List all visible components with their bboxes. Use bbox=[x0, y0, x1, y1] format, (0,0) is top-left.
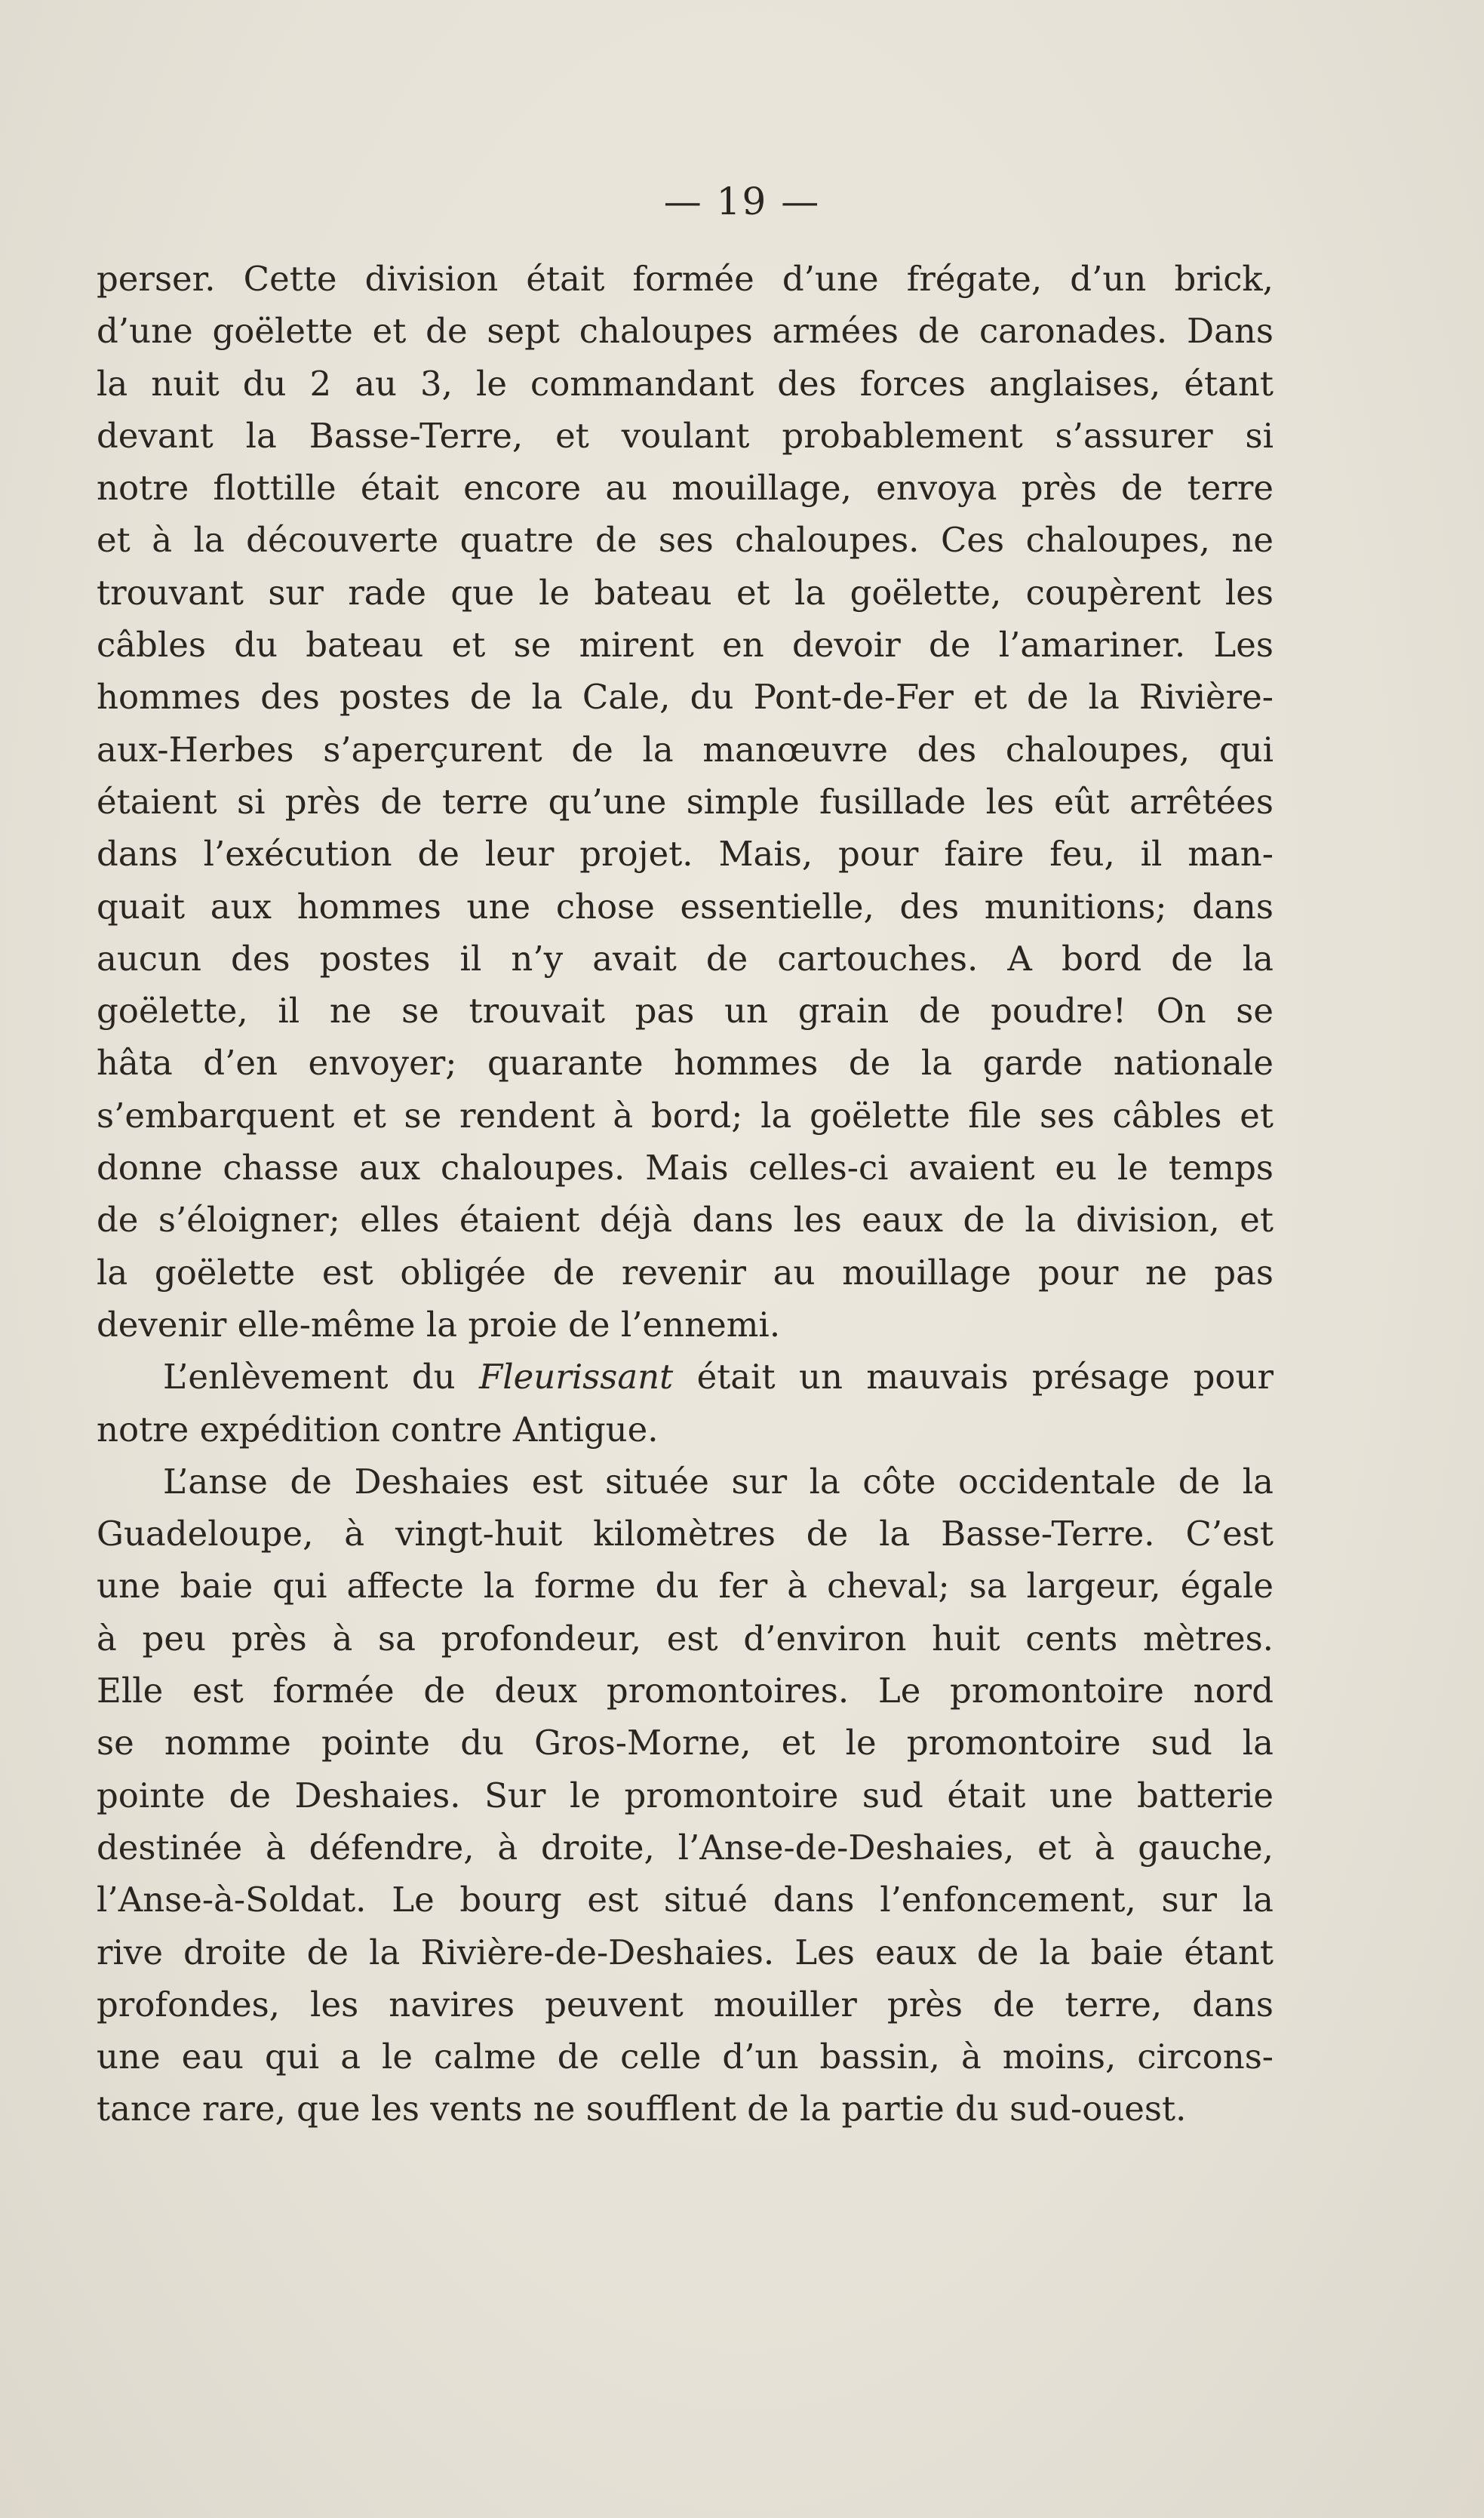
text-line: Elle est formée de deux promontoires. Le promontoire nord bbox=[97, 1671, 1274, 1711]
text-line: aucun des postes il n’y avait de cartouches. A bord de la bbox=[97, 938, 1274, 979]
body-text bbox=[97, 253, 1274, 2135]
text-line: rive droite de la Rivière-de-Deshaies. Les eaux de la baie étant bbox=[97, 1932, 1274, 1972]
text-line: quait aux hommes une chose essentielle, des munitions; dans bbox=[97, 886, 1274, 927]
page-number: — 19 — bbox=[663, 180, 821, 223]
text-line: goëlette, il ne se trouvait pas un grain de poudre! On se bbox=[97, 991, 1274, 1031]
paragraph bbox=[97, 253, 1274, 1351]
text-line: tance rare, que les vents ne soufflent de la partie du sud-ouest. bbox=[97, 2089, 1187, 2129]
text-line: hâta d’en envoyer; quarante hommes de la garde nationale bbox=[97, 1043, 1274, 1084]
text-line: notre expédition contre Antigue. bbox=[97, 1409, 659, 1450]
text-line: d’une goëlette et de sept chaloupes armées de caronades. Dans bbox=[97, 311, 1274, 352]
text-line: profondes, les navires peuvent mouiller près de terre, dans bbox=[97, 1984, 1274, 2025]
text-line: une eau qui a le calme de celle d’un bassin, à moins, circons- bbox=[97, 2037, 1274, 2077]
text-line: trouvant sur rade que le bateau et la goëlette, coupèrent les bbox=[97, 572, 1274, 613]
text-line: câbles du bateau et se mirent en devoir de l’amariner. Les bbox=[97, 625, 1274, 666]
text-line: destinée à défendre, à droite, l’Anse-de-Deshaies, et à gauche, bbox=[97, 1827, 1274, 1868]
text-line: devenir elle-même la proie de l’ennemi. bbox=[97, 1304, 781, 1345]
ship-name: Fleurissant bbox=[479, 1357, 674, 1397]
text-line: hommes des postes de la Cale, du Pont-de-Fer et de la Rivière- bbox=[97, 677, 1274, 718]
text-line: la goëlette est obligée de revenir au mouillage pour ne pas bbox=[97, 1252, 1274, 1293]
text-line: aux-Herbes s’aperçurent de la manœuvre des chaloupes, qui bbox=[97, 729, 1274, 770]
text-line: une baie qui affecte la forme du fer à cheval; sa largeur, égale bbox=[97, 1566, 1274, 1606]
text-line: perser. Cette division était formée d’une frégate, d’un brick, bbox=[97, 259, 1274, 299]
text-line: devant la Basse-Terre, et voulant probablement s’assurer si bbox=[97, 415, 1274, 456]
text-line: donne chasse aux chaloupes. Mais celles-ci avaient eu le temps bbox=[97, 1148, 1274, 1188]
text-line: dans l’exécution de leur projet. Mais, pour faire feu, il man- bbox=[97, 834, 1274, 875]
text-line: étaient si près de terre qu’une simple fusillade les eût arrêtées bbox=[97, 781, 1274, 822]
text-line: se nomme pointe du Gros-Morne, et le promontoire sud la bbox=[97, 1723, 1274, 1763]
text-line: de s’éloigner; elles étaient déjà dans les eaux de la division, et bbox=[97, 1200, 1274, 1241]
text-line: et à la découverte quatre de ses chaloupes. Ces chaloupes, ne bbox=[97, 520, 1274, 561]
text-line: la nuit du 2 au 3, le commandant des forces anglaises, étant bbox=[97, 363, 1274, 404]
text-line: notre flottille était encore au mouillage, envoya près de terre bbox=[97, 468, 1274, 509]
text-line: à peu près à sa profondeur, est d’environ huit cents mètres. bbox=[97, 1618, 1274, 1659]
text-line bbox=[97, 1351, 1274, 1403]
text-segment: L’enlèvement du bbox=[163, 1357, 479, 1397]
paragraph bbox=[97, 1351, 1274, 1456]
text-line: pointe de Deshaies. Sur le promontoire sud était une batterie bbox=[97, 1775, 1274, 1815]
text-line: L’anse de Deshaies est située sur la côte occidentale de la bbox=[163, 1461, 1274, 1502]
text-line: l’Anse-à-Soldat. Le bourg est situé dans l’enfoncement, sur la bbox=[97, 1880, 1274, 1920]
text-line: s’embarquent et se rendent à bord; la goëlette file ses câbles et bbox=[97, 1095, 1274, 1136]
paragraph bbox=[97, 1456, 1274, 2135]
text-segment: était un mauvais présage pour bbox=[673, 1357, 1274, 1397]
text-line: Guadeloupe, à vingt-huit kilomètres de la Basse-Terre. C’est bbox=[97, 1514, 1274, 1554]
